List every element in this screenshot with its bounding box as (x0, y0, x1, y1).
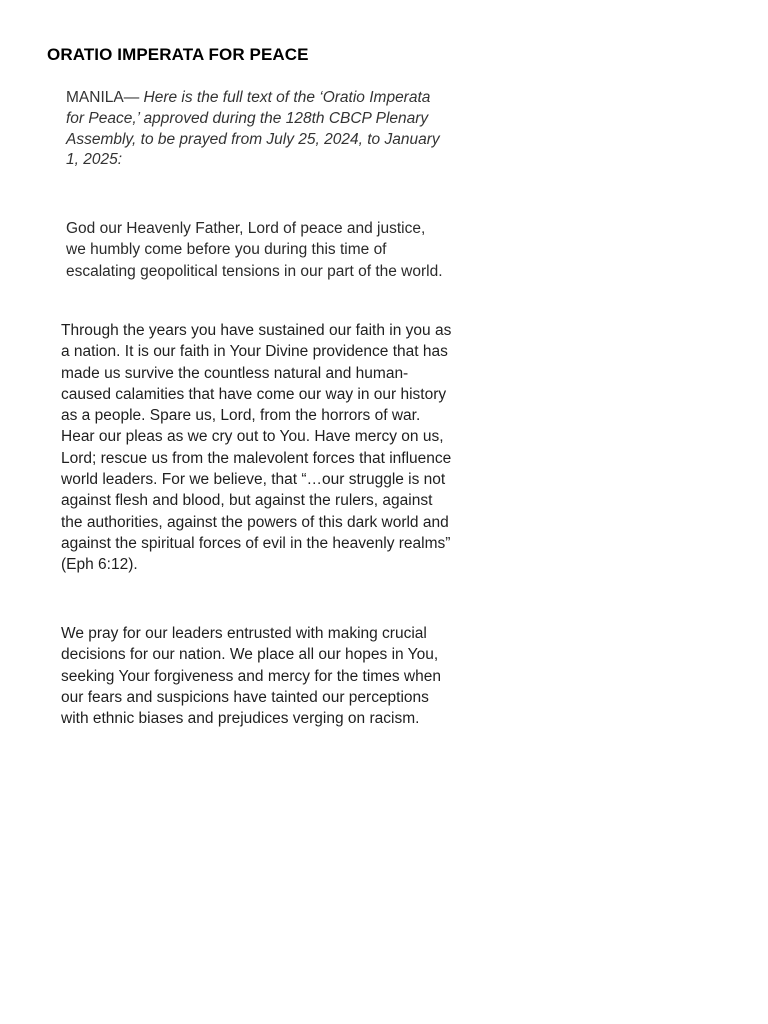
prayer-paragraph-2: Through the years you have sustained our faith in you as a nation. It is our faith in Your Divine providence that has made us survive the countless natural and human-caused calamities that have come our way in our history as a people. Spare us, Lord, from the horrors of war. Hear our pleas as we cry out to You. Have mercy on us, Lord; rescue us from the malevolent forces that influence world leaders. For we believe, that “…our struggle is not against flesh and blood, but against the rulers, against the authorities, against the powers of this dark world and against the spiritual forces of evil in the heavenly realms” (Eph 6:12). (61, 322, 452, 574)
intro-lede: Here is the full text of the ‘Oratio Imperata for Peace,’ approved during the 128th CBCP Plenary Assembly, to be prayed from July 25, 2024, to January 1, 2025: (66, 89, 440, 169)
intro-dateline: MANILA— (66, 89, 144, 106)
intro-paragraph (66, 88, 451, 171)
prayer-paragraph-1: God our Heavenly Father, Lord of peace and justice, we humbly come before you during this time of escalating geopolitical tensions in our part of the world. (66, 220, 443, 280)
document-title: ORATIO IMPERATA FOR PEACE (47, 45, 309, 64)
prayer-paragraph-3: We pray for our leaders entrusted with making crucial decisions for our nation. We place all our hopes in You, seeking Your forgiveness and mercy for the times when our fears and suspicions have tainted our perceptions with ethnic biases and prejudices verging on racism. (61, 625, 441, 728)
